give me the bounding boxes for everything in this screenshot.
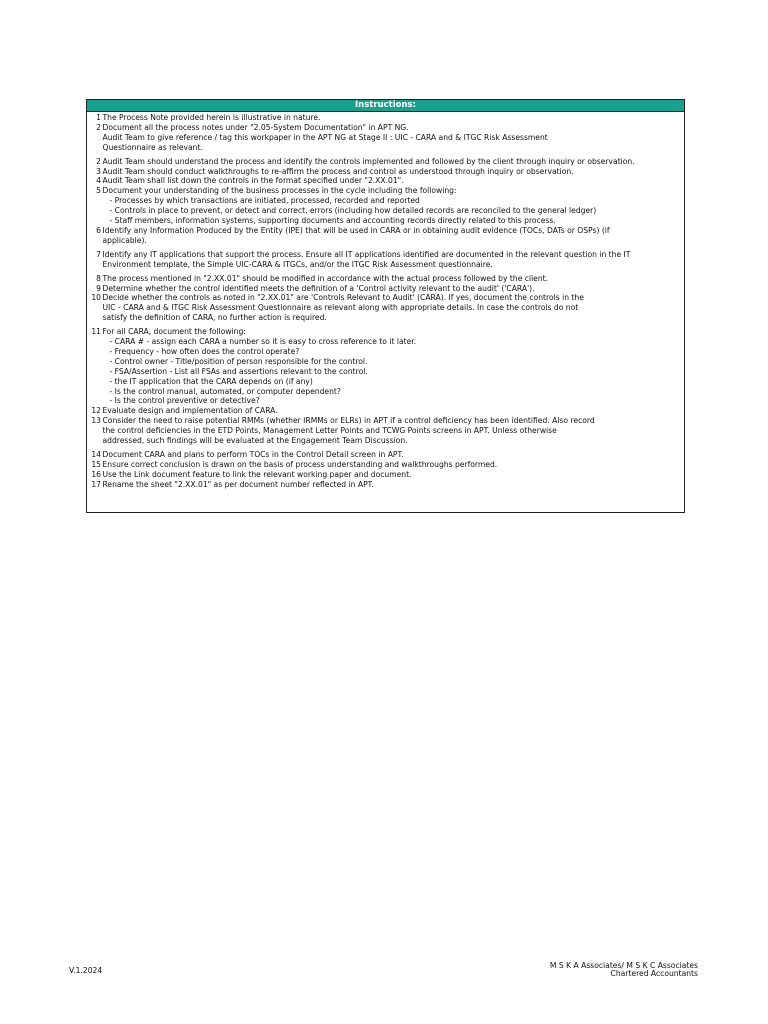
instruction-row: [87, 284, 684, 294]
instruction-number: 4: [96, 176, 101, 186]
instruction-subitem: - the IT application that the CARA depends on (if any): [109, 376, 313, 386]
instruction-row: [87, 293, 684, 323]
instruction-subitem: - Frequency - how often does the control operate?: [109, 346, 300, 356]
instruction-row: [87, 406, 684, 416]
instruction-line: Decide whether the controls as noted in "2.XX.01" are 'Controls Relevant to Audit' (CARA). If yes, document the controls in the: [102, 293, 584, 303]
instruction-text: [103, 157, 685, 167]
instruction-number: 8: [96, 273, 101, 283]
instruction-line: The process mentioned in "2.XX.01" should be modified in accordance with the actual process followed by the client.: [102, 273, 549, 283]
instruction-number: 1: [96, 113, 101, 122]
instruction-line: the control deficiencies in the ETD Points, Management Letter Points and TCWG Points screens in APT. Unless otherwise: [102, 426, 557, 436]
instruction-line: Identify any IT applications that support the process. Ensure all IT applications identified are documented in the relevant question in the IT: [102, 249, 631, 259]
instruction-subitem: - FSA/Assertion - List all FSAs and assertions relevant to the control.: [109, 366, 368, 376]
instruction-text: [103, 250, 685, 270]
instruction-line: Evaluate design and implementation of CARA.: [102, 406, 278, 416]
instruction-text: [103, 480, 685, 490]
instruction-text: [103, 167, 685, 177]
instruction-line: satisfy the definition of CARA, no further action is required.: [102, 313, 327, 323]
instruction-number: 3: [96, 166, 101, 176]
instruction-line: Audit Team shall list down the controls in the format specified under "2.XX.01".: [102, 176, 404, 186]
instruction-number: 2: [96, 156, 101, 166]
instruction-line: Determine whether the control identified meets the definition of a 'Control activity relevant to the audit' ('CARA').: [102, 283, 535, 293]
instructions-list: [87, 112, 684, 490]
instructions-header: Instructions:: [87, 100, 684, 112]
version-label: V.1.2024: [69, 966, 103, 975]
instruction-text: [103, 123, 685, 153]
instruction-row: [87, 327, 684, 406]
instruction-line: Use the Link document feature to link the relevant working paper and document.: [102, 469, 412, 479]
instruction-text: [103, 186, 685, 226]
instruction-number: 11: [91, 327, 101, 337]
instruction-line: Ensure correct conclusion is drawn on the basis of process understanding and walkthroughs performed.: [102, 459, 498, 469]
instruction-line: addressed, such findings will be evaluated at the Engagement Team Discussion.: [102, 436, 408, 446]
instruction-text: [103, 460, 685, 470]
firm-name: M S K A Associates/ M S K C Associates: [549, 961, 698, 970]
instruction-row: [87, 123, 684, 153]
instruction-line: The Process Note provided herein is illustrative in nature.: [102, 113, 321, 122]
instructions-table: [86, 99, 685, 513]
instruction-text: [103, 416, 685, 446]
instruction-number: 6: [96, 225, 101, 235]
instruction-row: [87, 167, 684, 177]
instruction-text: [103, 470, 685, 480]
firm-subtitle: Chartered Accountants: [610, 969, 698, 979]
instruction-row: [87, 470, 684, 480]
instruction-line: Environment template, the Simple UIC-CARA & ITGCs, and/or the ITGC Risk Assessment questionnaire.: [102, 259, 493, 269]
instruction-text: [103, 406, 685, 416]
firm-footer: [550, 962, 698, 979]
instruction-text: [103, 293, 685, 323]
instruction-number: 15: [91, 459, 101, 469]
instruction-number: 5: [96, 186, 101, 196]
instruction-text: [103, 450, 685, 460]
instruction-line: Document all the process notes under "2.05-System Documentation" in APT NG.: [102, 122, 409, 132]
instruction-subitem: - CARA # - assign each CARA a number so it is easy to cross reference to it later.: [109, 337, 417, 347]
instruction-line: applicable).: [102, 235, 147, 245]
instruction-number: 7: [96, 249, 101, 259]
instruction-row: [87, 176, 684, 186]
instruction-text: [103, 226, 685, 246]
instruction-text: [103, 113, 685, 123]
instruction-text: [103, 176, 685, 186]
instruction-line: Document your understanding of the business processes in the cycle including the following:: [102, 186, 457, 196]
instruction-subitem: - Processes by which transactions are initiated, processed, recorded and reported: [109, 196, 420, 206]
instruction-row: [87, 450, 684, 460]
instruction-subitem: - Controls in place to prevent, or detect and correct, errors (including how detailed records are reconciled to the general ledger): [109, 206, 597, 216]
instruction-number: 16: [91, 469, 101, 479]
instruction-subitem: - Staff members, information systems, supporting documents and accounting records directly related to this process.: [109, 216, 556, 226]
instruction-row: [87, 226, 684, 246]
instruction-text: [103, 284, 685, 294]
instruction-row: [87, 480, 684, 490]
instruction-row: [87, 157, 684, 167]
instruction-number: 13: [91, 416, 101, 426]
instruction-row: [87, 113, 684, 123]
instruction-row: [87, 416, 684, 446]
instruction-line: Questionnaire as relevant.: [102, 142, 203, 152]
instruction-number: 14: [91, 450, 101, 459]
instruction-line: For all CARA, document the following:: [102, 327, 246, 337]
instruction-number: 17: [91, 479, 101, 489]
instruction-line: Identify any Information Produced by the Entity (IPE) that will be used in CARA or in obtaining audit evidence (TOCs, DATs or OSPs) (if: [102, 225, 610, 235]
instruction-line: Consider the need to raise potential RMMs (whether IRMMs or ELRs) in APT if a control deficiency has been identified. Also record: [102, 416, 595, 426]
instruction-line: UIC - CARA and & ITGC Risk Assessment Questionnaire as relevant along with appropriate details. In case the controls do not: [102, 303, 579, 313]
instruction-subitem: - Control owner - Title/position of person responsible for the control.: [109, 356, 368, 366]
instruction-line: Audit Team should conduct walkthroughs to re-affirm the process and control as understood through inquiry or observation.: [102, 166, 574, 176]
instruction-number: 2: [96, 122, 101, 132]
instruction-row: [87, 250, 684, 270]
instruction-line: Rename the sheet "2.XX.01" as per document number reflected in APT.: [102, 479, 374, 489]
instruction-row: [87, 460, 684, 470]
instruction-subitem: - Is the control manual, automated, or computer dependent?: [109, 386, 341, 396]
instruction-line: Document CARA and plans to perform TOCs in the Control Detail screen in APT.: [102, 450, 404, 459]
instruction-row: [87, 274, 684, 284]
instruction-text: [103, 274, 685, 284]
instruction-subitem: - Is the control preventive or detective?: [109, 396, 260, 406]
instruction-line: Audit Team to give reference / tag this workpaper in the APT NG at Stage II : UIC - CARA and & ITGC Risk Assessment: [102, 132, 548, 142]
instruction-number: 12: [91, 406, 101, 416]
instruction-text: [103, 327, 685, 406]
instruction-number: 9: [96, 283, 101, 293]
instruction-line: Audit Team should understand the process and identify the controls implemented and followed by the client through inquiry or observation.: [102, 156, 635, 166]
instruction-row: [87, 186, 684, 226]
instruction-number: 10: [91, 293, 101, 303]
